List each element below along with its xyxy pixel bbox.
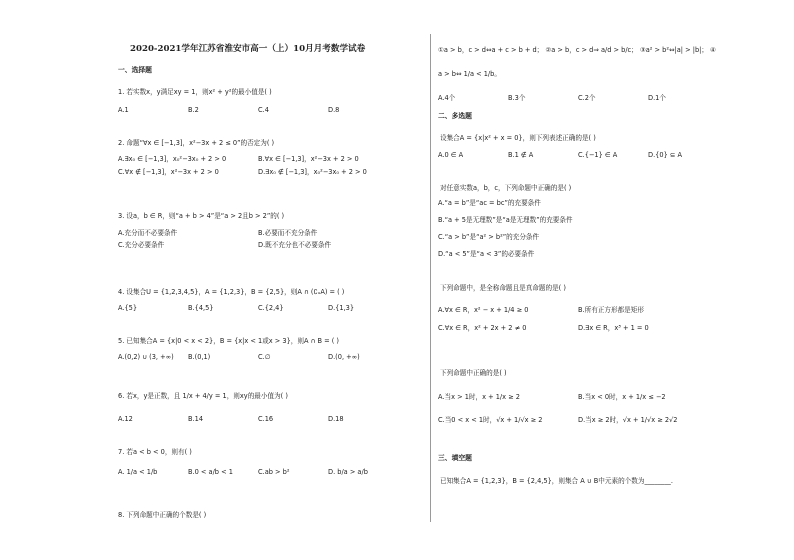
q8-option-a: A.4个 [438,94,456,102]
q8-statements-line1: ①a > b，c > d⇔a + c > b + d； ②a > b，c > d⇒ a/d > b/c； ③a² > b²⇔|a| > |b|； ④ [438,46,716,54]
q1-option-b: B.2 [188,106,199,114]
q10-option-c: C.“a > b”是“a² > b²”的充分条件 [438,233,540,241]
q4-option-d: D.{1,3} [328,304,355,312]
section-heading-multi: 二、多选题 [438,112,472,120]
q6-option-d: D.18 [328,415,344,423]
question-4-stem: 4. 设集合U = {1,2,3,4,5}，A = {1,2,3}，B = {2,5}，则A ∩ (∁ᵤA) = ( ) [118,288,345,296]
q12-option-b: B.当x < 0时，x + 1/x ≤ −2 [578,393,666,401]
q11-option-c: C.∀x ∈ R，x² + 2x + 2 ≠ 0 [438,324,527,332]
q11-option-a: A.∀x ∈ R，x² − x + 1/4 ≥ 0 [438,306,529,314]
question-12-stem: 下列命题中正确的是( ) [440,369,507,377]
q1-option-a: A.1 [118,106,129,114]
question-7-stem: 7. 若a < b < 0，则有( ) [118,448,192,456]
q10-option-b: B.“a + 5是无理数”是“a是无理数”的充要条件 [438,216,573,224]
q12-option-d: D.当x ≥ 2时，√x + 1/√x ≥ 2√2 [578,416,678,424]
q4-option-c: C.{2,4} [258,304,284,312]
section-heading-fill: 三、填空题 [438,454,472,462]
q2-option-c: C.∀x ∉ [−1,3]，x²−3x + 2 > 0 [118,168,219,176]
question-2-stem: 2. 命题“∀x ∈ [−1,3]，x²−3x + 2 ≤ 0”的否定为( ) [118,139,275,147]
q11-option-d: D.∃x ∈ R，x³ + 1 = 0 [578,324,649,332]
q10-option-d: D.“a < 5”是“a < 3”的必要条件 [438,250,535,258]
q6-option-c: C.16 [258,415,274,423]
q7-option-a: A. 1/a < 1/b [118,468,158,476]
q4-option-b: B.{4,5} [188,304,214,312]
q1-option-d: D.8 [328,106,340,114]
q5-option-a: A.(0,2) ∪ (3, +∞) [118,353,174,361]
question-13-stem: 已知集合A = {1,2,3}，B = {2,4,5}，则集合 A ∪ B中元素的个数为________. [440,477,673,485]
q3-option-a: A.充分而不必要条件 [118,229,178,237]
q7-option-c: C.ab > b² [258,468,290,476]
q9-option-c: C.{−1} ∈ A [578,151,618,159]
question-3-stem: 3. 设a，b ∈ R，则“a + b > 4”是“a > 2且b > 2”的( ) [118,212,285,220]
q10-option-a: A.“a = b”是“ac = bc”的充要条件 [438,199,541,207]
q9-option-b: B.1 ∉ A [508,151,534,159]
q6-option-b: B.14 [188,415,204,423]
q4-option-a: A.{5} [118,304,138,312]
q8-option-b: B.3个 [508,94,526,102]
q2-option-d: D.∃x₀ ∉ [−1,3]，x₀²−3x₀ + 2 > 0 [258,168,367,176]
q8-option-d: D.1个 [648,94,666,102]
q5-option-c: C.∅ [258,353,271,361]
q3-option-d: D.既不充分也不必要条件 [258,241,332,249]
q6-option-a: A.12 [118,415,133,423]
q12-option-a: A.当x > 1时，x + 1/x ≥ 2 [438,393,520,401]
question-8-stem: 8. 下列命题中正确的个数是( ) [118,511,207,519]
question-10-stem: 对任意实数a，b，c，下列命题中正确的是( ) [440,184,572,192]
question-11-stem: 下列命题中，是全称命题且是真命题的是( ) [440,284,566,292]
page-title: 2020-2021学年江苏省淮安市高一（上）10月月考数学试卷 [130,44,366,54]
q3-option-b: B.必要而不充分条件 [258,229,318,237]
q7-option-d: D. b/a > a/b [328,468,368,476]
q1-option-c: C.4 [258,106,269,114]
q8-statements-line2: a > b⇔ 1/a < 1/b。 [438,70,501,78]
question-9-stem: 设集合A = {x|x² + x = 0}，则下列表述正确的是( ) [440,134,596,142]
q2-option-a: A.∃x₀ ∈ [−1,3]，x₀²−3x₀ + 2 > 0 [118,155,227,163]
question-1-stem: 1. 若实数x，y满足xy = 1，则x² + y²的最小值是( ) [118,88,272,96]
q2-option-b: B.∀x ∈ [−1,3]，x²−3x + 2 > 0 [258,155,359,163]
question-5-stem: 5. 已知集合A = {x|0 < x < 2}，B = {x|x < 1或x > 3}，则A ∩ B = ( ) [118,337,339,345]
q8-option-c: C.2个 [578,94,596,102]
q12-option-c: C.当0 < x < 1时，√x + 1/√x ≥ 2 [438,416,543,424]
q9-option-a: A.0 ∈ A [438,151,464,159]
q3-option-c: C.充分必要条件 [118,241,165,249]
section-heading-choice: 一、选择题 [118,66,152,74]
q5-option-b: B.(0,1) [188,353,211,361]
column-divider [430,34,431,522]
q11-option-b: B.所有正方形都是矩形 [578,306,644,314]
question-6-stem: 6. 若x，y是正数，且 1/x + 4/y = 1，则xy的最小值为( ) [118,392,288,400]
q7-option-b: B.0 < a/b < 1 [188,468,233,476]
q5-option-d: D.(0, +∞) [328,353,360,361]
q9-option-d: D.{0} ⊆ A [648,151,682,159]
